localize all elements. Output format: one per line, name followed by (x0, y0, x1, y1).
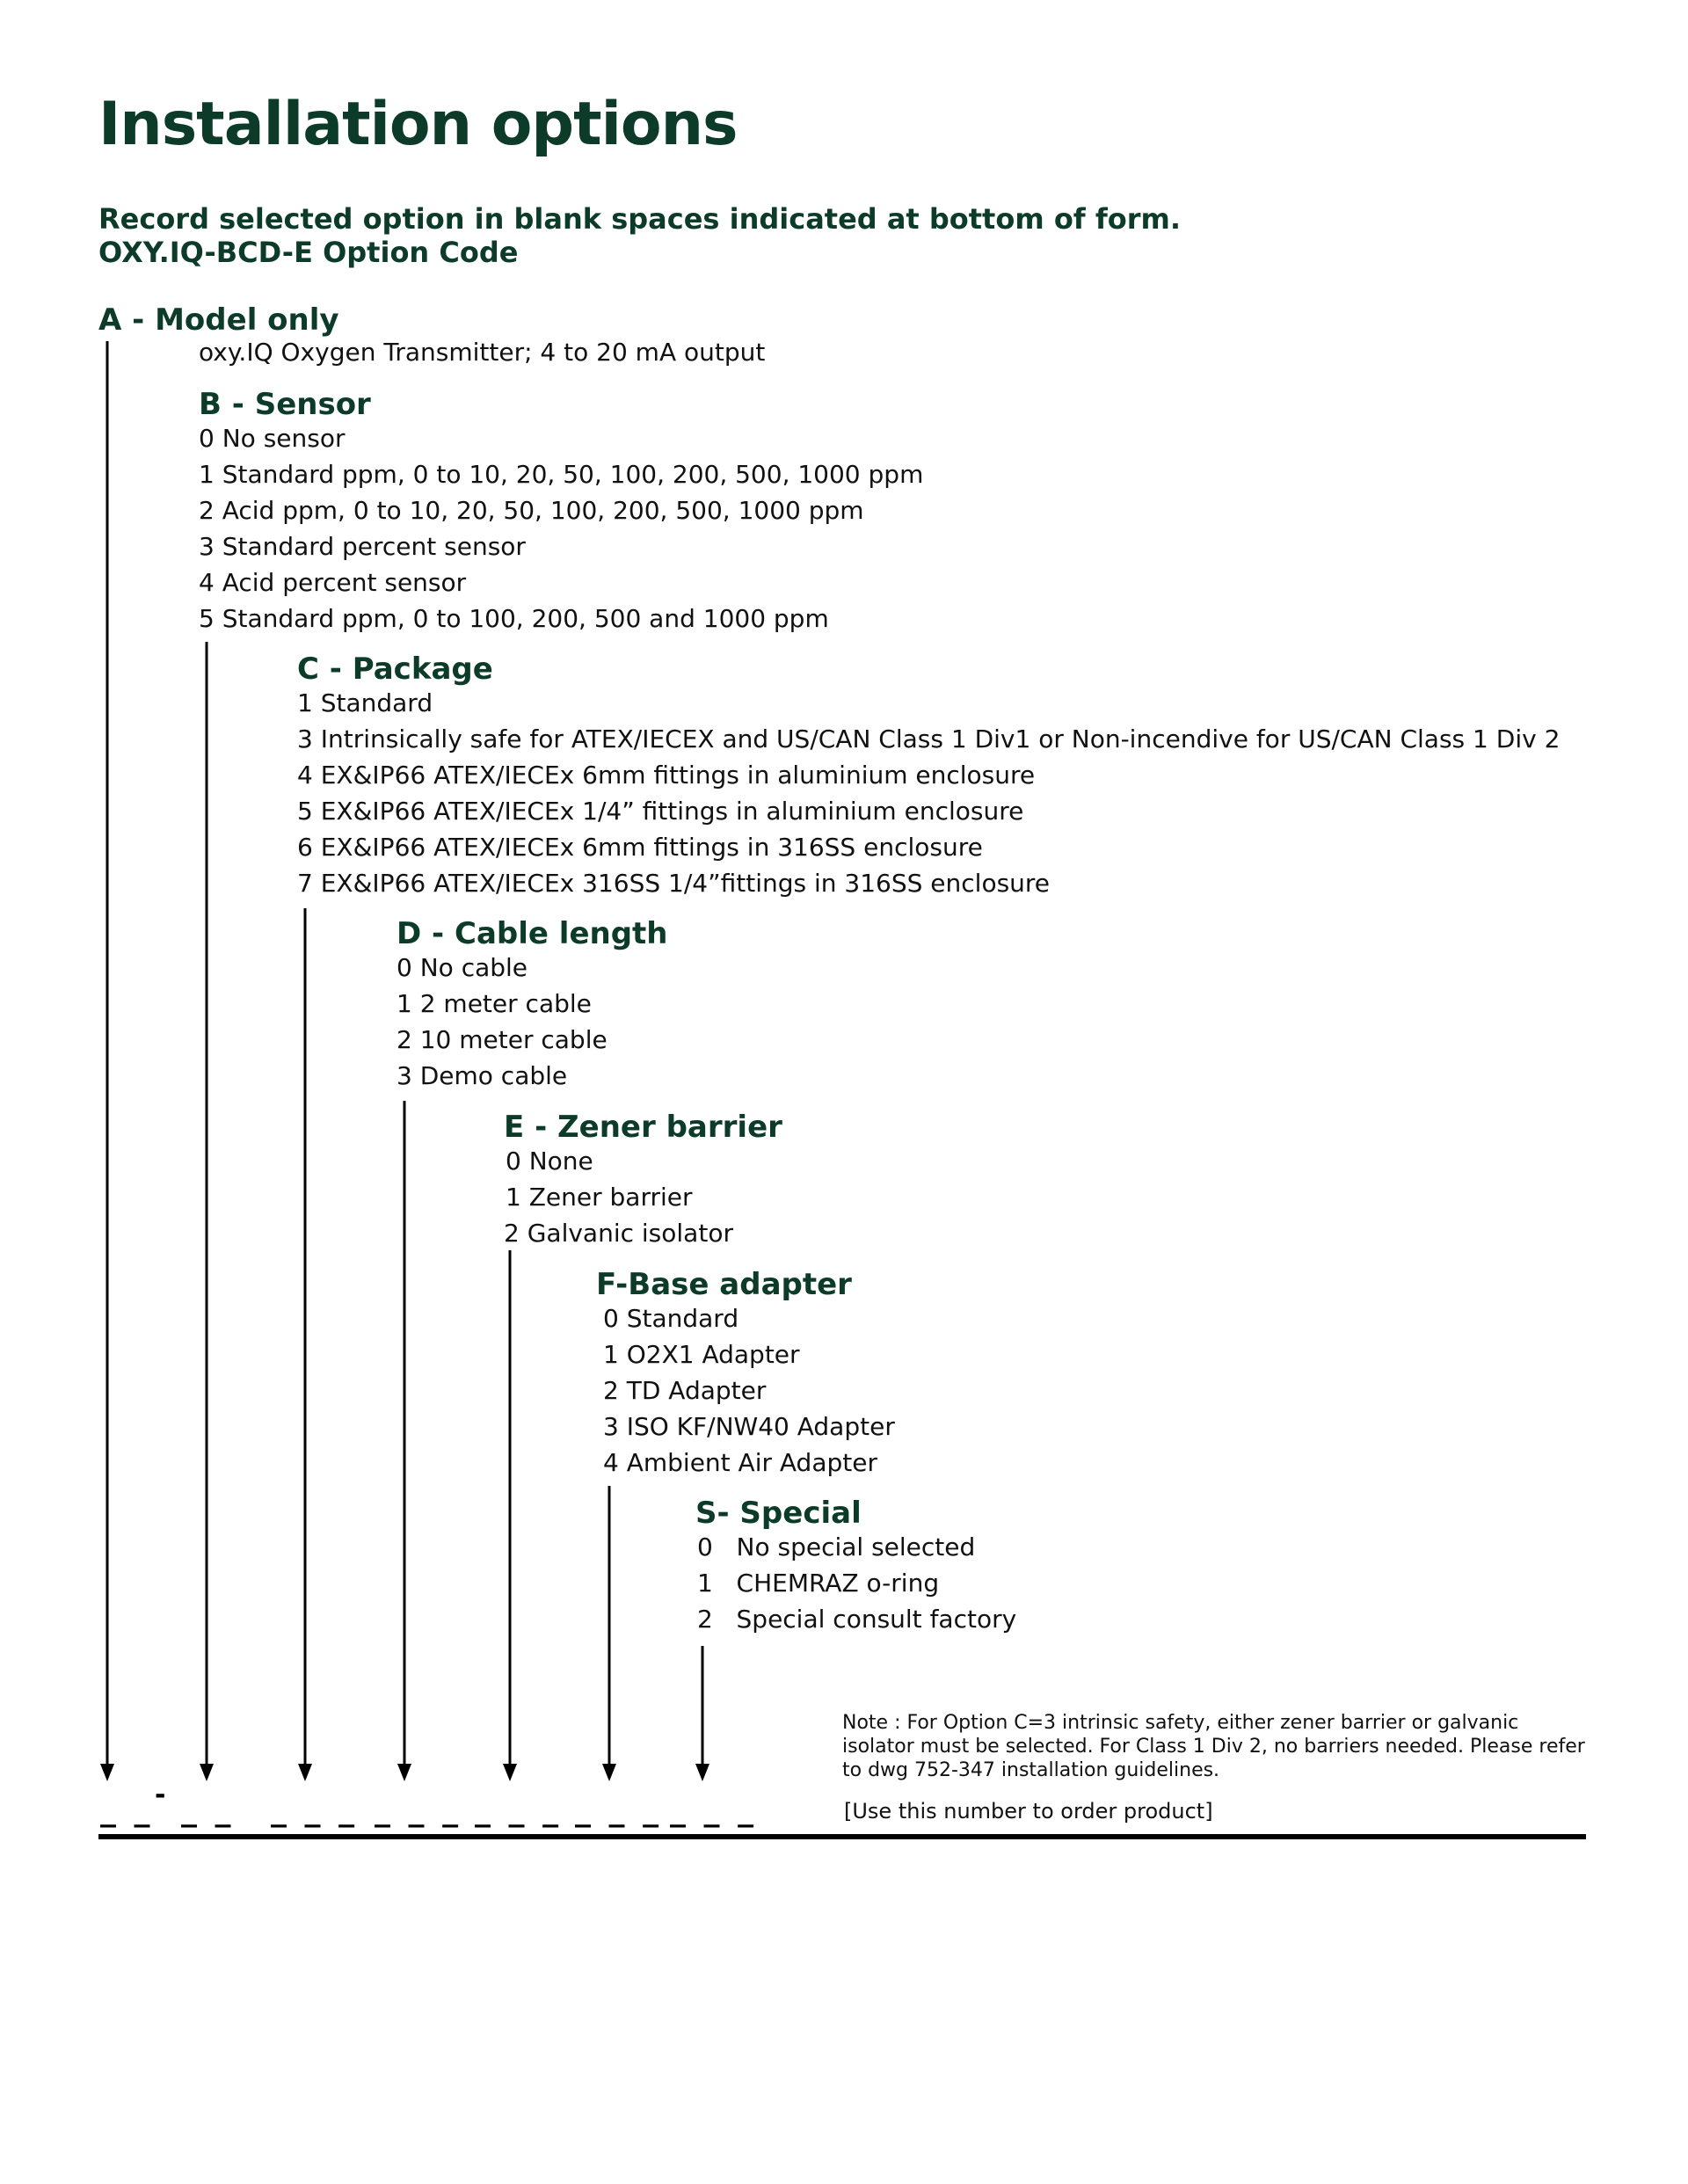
section-s-item: 2 Special consult factory (697, 1605, 1017, 1634)
section-d-item: 0 No cable (397, 953, 528, 982)
arrowhead-s (695, 1764, 709, 1781)
blank-c: _ _ _ (271, 1792, 359, 1828)
section-f-item: 3 ISO KF/NW40 Adapter (603, 1412, 895, 1441)
blank-f: _ _ _ (575, 1792, 663, 1828)
section-f-item: 0 Standard (603, 1304, 739, 1333)
section-d-heading: D - Cable length (397, 916, 668, 951)
section-d-item: 1 2 meter cable (397, 989, 592, 1018)
section-f-item: 2 TD Adapter (603, 1376, 767, 1405)
section-b-heading: B - Sensor (199, 387, 371, 422)
option-code-label: OXY.IQ-BCD-E Option Code (98, 236, 519, 269)
section-s-item: 1 CHEMRAZ o-ring (697, 1569, 940, 1598)
section-b-item: 4 Acid percent sensor (199, 568, 467, 597)
section-c-heading: C - Package (297, 652, 493, 687)
section-b-item: 5 Standard ppm, 0 to 100, 200, 500 and 1000 ppm (199, 604, 829, 633)
blank-a: _ _ (100, 1792, 154, 1828)
section-f-heading: F-Base adapter (596, 1267, 852, 1302)
page-title: Installation options (98, 90, 738, 159)
section-e-item: 1 Zener barrier (506, 1183, 693, 1212)
section-s-item: 0 No special selected (697, 1532, 976, 1562)
section-c-item: 6 EX&IP66 ATEX/IECEx 6mm fittings in 316SS enclosure (297, 833, 983, 862)
section-b-item: 0 No sensor (199, 424, 346, 453)
section-d-item: 3 Demo cable (397, 1061, 568, 1090)
section-f-item: 1 O2X1 Adapter (603, 1340, 800, 1369)
arrowhead-b (200, 1764, 214, 1781)
section-s-heading: S- Special (695, 1496, 862, 1531)
arrowhead-f (602, 1764, 616, 1781)
section-f-item: 4 Ambient Air Adapter (603, 1448, 877, 1477)
arrowhead-c (298, 1764, 312, 1781)
section-d-item: 2 10 meter cable (397, 1025, 608, 1054)
section-c-item: 5 EX&IP66 ATEX/IECEx 1/4” fittings in aluminium enclosure (297, 797, 1024, 826)
arrowhead-d (397, 1764, 411, 1781)
section-e-item: 0 None (506, 1147, 593, 1176)
note-text: Note : For Option C=3 intrinsic safety, either zener barrier or galvanic isolator must be selected. For Class 1 Div 2, no barriers needed. Please refer to dwg 752-347 installation guidelines. (842, 1712, 1585, 1781)
order-instruction: [Use this number to order product] (844, 1799, 1213, 1824)
section-c-item: 1 Standard (297, 688, 433, 717)
instructions: Record selected option in blank spaces indicated at bottom of form. (98, 202, 1182, 236)
section-c-item: 3 Intrinsically safe for ATEX/IECEX and US/CAN Class 1 Div1 or Non-incendive for US/CAN Class 1 Div 2 (297, 724, 1561, 753)
blank-d: _ _ _ (375, 1792, 462, 1828)
blank-separator: - (155, 1780, 170, 1810)
blank-e: _ _ _ (475, 1792, 563, 1828)
section-e-item: 2 Galvanic isolator (504, 1219, 733, 1248)
section-a-heading: A - Model only (98, 302, 339, 338)
section-b-item: 2 Acid ppm, 0 to 10, 20, 50, 100, 200, 500, 1000 ppm (199, 496, 864, 525)
section-c-item: 4 EX&IP66 ATEX/IECEx 6mm fittings in aluminium enclosure (297, 761, 1036, 790)
blank-s: _ _ _ (670, 1792, 758, 1828)
bottom-rule (98, 1834, 1586, 1839)
arrowhead-e (503, 1764, 517, 1781)
section-b-item: 1 Standard ppm, 0 to 10, 20, 50, 100, 200, 500, 1000 ppm (199, 460, 924, 489)
blank-b: _ _ (181, 1792, 235, 1828)
section-e-heading: E - Zener barrier (504, 1110, 782, 1145)
arrowhead-a (100, 1764, 114, 1781)
section-c-item: 7 EX&IP66 ATEX/IECEx 316SS 1/4”fittings in 316SS enclosure (297, 869, 1051, 898)
section-a-item: oxy.IQ Oxygen Transmitter; 4 to 20 mA output (199, 338, 766, 367)
section-b-item: 3 Standard percent sensor (199, 532, 526, 561)
